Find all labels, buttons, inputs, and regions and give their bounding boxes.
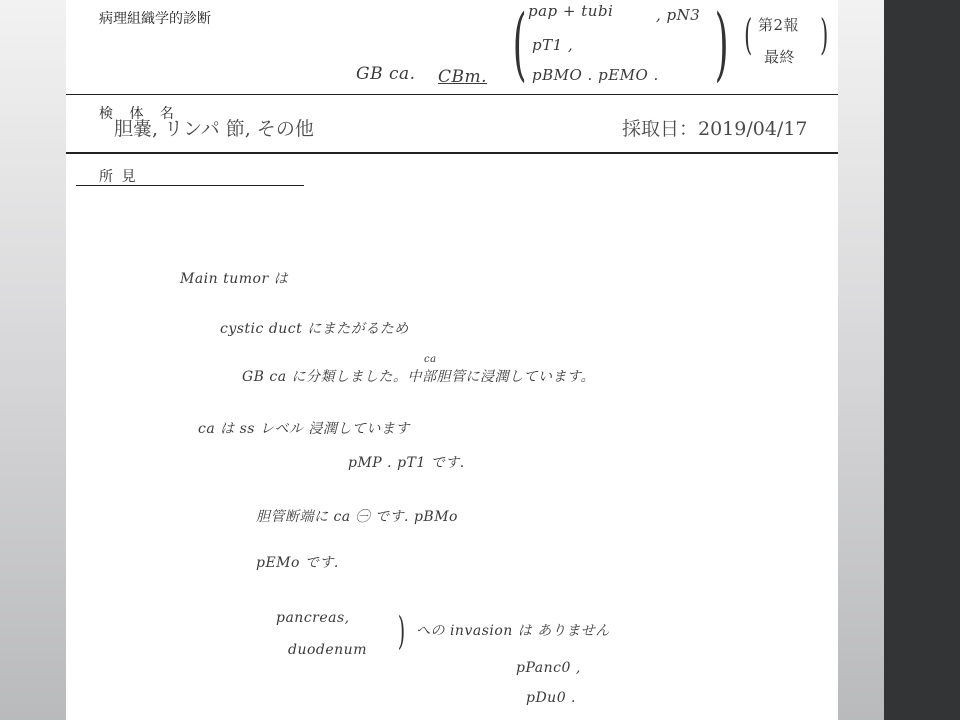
collection-date: 採取日：2019/04/17	[622, 118, 808, 140]
note-ppanc: pPanc0 ,	[516, 660, 581, 676]
form-title: 病理組織学的診断	[99, 11, 211, 27]
note-line-1: 第2報	[758, 16, 800, 34]
specimen-rule	[66, 152, 838, 154]
finding-line-3: pBMO . pEMO .	[532, 66, 659, 84]
right-paren: )	[714, 0, 729, 90]
note-invasion: への invasion は ありません	[416, 623, 610, 639]
note-left-paren: (	[744, 10, 753, 59]
note-pdu: pDu0 .	[526, 690, 577, 706]
organ-brace: )	[397, 609, 406, 653]
diagnosis-site: CBm.	[438, 67, 488, 87]
note-duodenum: duodenum	[288, 642, 367, 658]
specimen-value: 胆嚢, リンパ 節, その他	[114, 118, 314, 140]
note-ss-level: ca は ss レベル 浸潤しています	[198, 421, 410, 437]
note-cystic-duct: cystic duct にまたがるため	[220, 321, 409, 337]
diagnosis-main: GB ca.	[356, 64, 416, 84]
findings-underline	[76, 185, 304, 186]
header-rule	[66, 94, 838, 95]
note-margin: 胆管断端に ca ㊀ です. pBMo	[256, 509, 458, 525]
report-page	[66, 0, 838, 720]
note-right-paren: )	[820, 10, 829, 59]
right-dark-panel	[884, 0, 960, 720]
left-paren: (	[512, 0, 527, 90]
note-pemo: pEMo です.	[256, 555, 339, 571]
findings-label: 所 見	[99, 169, 138, 185]
note-main-tumor: Main tumor は	[180, 271, 289, 287]
note-pancreas: pancreas,	[276, 610, 350, 626]
note-line-2: 最終	[764, 48, 796, 66]
finding-pn3: , pN3	[656, 6, 701, 24]
note-pmp-pt1: pMP . pT1 です.	[348, 455, 465, 471]
note-ca-superscript: ca	[424, 354, 437, 365]
specimen-label: 検 体 名	[99, 106, 180, 122]
finding-line-1: pap + tubi	[528, 2, 614, 20]
finding-line-2: pT1 ,	[532, 36, 574, 54]
note-gb-ca: GB ca に分類しました。中部胆管に浸潤しています。	[242, 369, 595, 385]
